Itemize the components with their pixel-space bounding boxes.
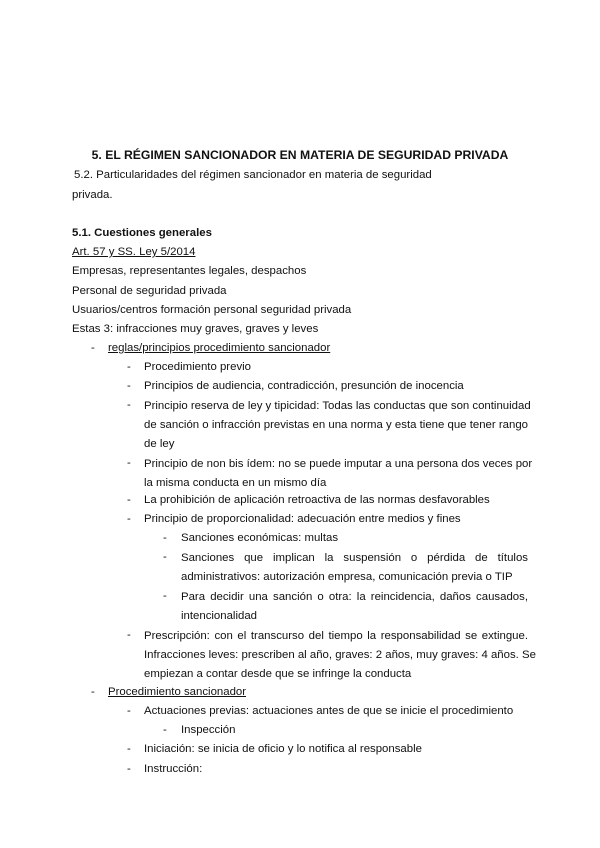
text-line: empiezan a contar desde que se infringe la conducta [144,668,412,680]
sanction-item: Sanciones económicas: multas [181,532,339,544]
intro-line: Estas 3: infracciones muy graves, graves y leves [72,323,319,335]
procedure-item: Iniciación: se inicia de oficio y lo notifica al responsable [144,743,422,755]
document-title: 5. EL RÉGIMEN SANCIONADOR EN MATERIA DE SEGURIDAD PRIVADA [91,148,509,162]
text-line: administrativos: autorización empresa, comunicación previa o TIP [181,571,513,583]
list-dash: - [127,494,131,506]
procedure-subitem: Inspección [181,724,236,736]
legal-reference: Art. 57 y SS. Ley 5/2014 [72,246,196,258]
list-dash: - [127,705,131,717]
sanction-item [181,549,528,587]
text-line: Principio reserva de ley y tipicidad: Todas las conductas que son continuidad [144,400,531,412]
principle-item [144,455,533,493]
text-line: Sanciones que implican la suspensión o pérdida de títulos [181,552,528,564]
procedure-item: Instrucción: [144,763,203,775]
list-dash: - [163,724,167,736]
text-line: Infracciones leves: prescriben al año, graves: 2 años, muy graves: 4 años. Se [144,649,536,661]
list-dash: - [127,513,131,525]
principle-item: Principios de audiencia, contradicción, presunción de inocencia [144,380,464,392]
principle-item: La prohibición de aplicación retroactiva de las normas desfavorables [144,494,490,506]
procedimiento-heading: Procedimiento sancionador [108,686,247,698]
list-dash: - [91,686,95,698]
intro-line: Personal de seguridad privada [72,285,227,297]
list-dash: - [127,361,131,373]
list-dash: - [163,551,167,563]
intro-line: Empresas, representantes legales, despachos [72,265,307,277]
text-line: la misma conducta en un mismo día [144,477,327,489]
list-dash: - [127,763,131,775]
list-dash: - [127,743,131,755]
list-dash: - [127,457,131,469]
principle-item [144,397,531,454]
list-dash: - [163,590,167,602]
reglas-heading: reglas/principios procedimiento sancionador [108,342,331,354]
section-heading: 5.1. Cuestiones generales [72,227,212,239]
list-dash: - [127,380,131,392]
procedure-item: Actuaciones previas: actuaciones antes de que se inicie el procedimiento [144,705,514,717]
list-dash: - [163,532,167,544]
text-line: intencionalidad [181,610,257,622]
text-line: Principio de non bis ídem: no se puede imputar a una persona dos veces por [144,458,533,470]
text-line: de ley [144,438,175,450]
text-line: Prescripción: con el transcurso del tiempo la responsabilidad se extingue. [144,630,528,642]
list-dash: - [127,629,131,641]
list-dash: - [127,399,131,411]
subtitle-line-2: privada. [72,189,113,201]
principle-item: Procedimiento previo [144,361,251,373]
list-dash: - [91,342,95,354]
sanction-item [181,588,528,626]
intro-line: Usuarios/centros formación personal seguridad privada [72,304,352,316]
text-line: Para decidir una sanción o otra: la reincidencia, daños causados, [181,591,528,603]
text-line: de sanción o infracción previstas en una norma y esta tiene que tener rango [144,419,528,431]
principle-item [144,627,536,684]
subtitle-line-1: 5.2. Particularidades del régimen sancionador en materia de seguridad [74,169,432,181]
principle-item: Principio de proporcionalidad: adecuación entre medios y fines [144,513,461,525]
